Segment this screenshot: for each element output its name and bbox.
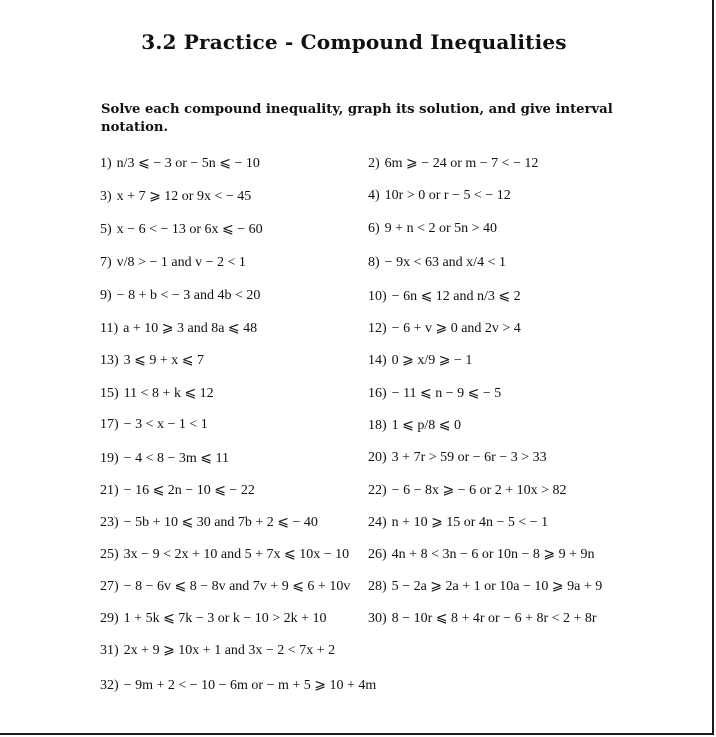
problem-number: 4) (368, 188, 380, 203)
problem-expression: n + 10 ⩾ 15 or 4n − 5 < − 1 (391, 515, 549, 530)
problem-expression: 0 ⩾ x/9 ⩾ − 1 (391, 353, 473, 368)
problem-number: 6) (368, 221, 380, 236)
problem-number: 21) (100, 483, 119, 498)
problem-28 (368, 578, 602, 595)
problem-expression: 6m ⩾ − 24 or m − 7 < − 12 (384, 156, 539, 171)
problem-18 (368, 417, 461, 434)
problem-expression: 3x − 9 < 2x + 10 and 5 + 7x ⩽ 10x − 10 (123, 547, 350, 562)
problem-21 (100, 482, 255, 499)
problem-expression: − 6 − 8x ⩾ − 6 or 2 + 10x > 82 (391, 483, 567, 498)
problem-expression: 1 ⩽ p/8 ⩽ 0 (391, 418, 462, 433)
problem-32 (100, 677, 376, 694)
problem-expression: − 6 + v ⩾ 0 and 2v > 4 (391, 321, 521, 336)
problem-number: 13) (100, 353, 119, 368)
problem-7 (100, 255, 246, 271)
problem-27 (100, 578, 350, 595)
problem-expression: 3 + 7r > 59 or − 6r − 3 > 33 (391, 450, 547, 465)
problem-number: 15) (100, 386, 119, 401)
problem-15 (100, 385, 214, 402)
problem-number: 28) (368, 579, 387, 594)
problem-expression: 5 − 2a ⩾ 2a + 1 or 10a − 10 ⩾ 9a + 9 (391, 579, 603, 594)
problem-expression: − 9m + 2 < − 10 − 6m or − m + 5 ⩾ 10 + 4m (123, 678, 377, 693)
problem-17 (100, 417, 208, 433)
problem-6 (368, 221, 497, 237)
problem-number: 30) (368, 611, 387, 626)
problem-25 (100, 546, 349, 563)
problem-expression: 10r > 0 or r − 5 < − 12 (384, 188, 511, 203)
problem-14 (368, 352, 472, 369)
instructions: Solve each compound inequality, graph its solution, and give interval notation. (101, 102, 613, 135)
problem-expression: v/8 > − 1 and v − 2 < 1 (116, 255, 246, 270)
problem-expression: 1 + 5k ⩽ 7k − 3 or k − 10 > 2k + 10 (123, 611, 327, 626)
problem-29 (100, 610, 327, 627)
problem-number: 29) (100, 611, 119, 626)
problem-26 (368, 546, 595, 563)
problem-24 (368, 514, 548, 531)
problem-number: 23) (100, 515, 119, 530)
problem-12 (368, 320, 521, 337)
problem-30 (368, 610, 597, 627)
problem-number: 25) (100, 547, 119, 562)
problem-number: 19) (100, 451, 119, 466)
problem-expression: − 11 ⩽ n − 9 ⩽ − 5 (391, 386, 502, 401)
problem-number: 10) (368, 289, 387, 304)
problem-expression: − 3 < x − 1 < 1 (123, 417, 208, 432)
problem-20 (368, 450, 547, 466)
problem-number: 32) (100, 678, 119, 693)
problem-number: 9) (100, 288, 112, 303)
problem-number: 16) (368, 386, 387, 401)
problem-number: 24) (368, 515, 387, 530)
problem-number: 11) (100, 321, 119, 336)
problem-expression: − 8 + b < − 3 and 4b < 20 (116, 288, 261, 303)
problem-10 (368, 288, 521, 305)
problem-2 (368, 155, 538, 172)
problem-number: 1) (100, 156, 112, 171)
problem-expression: 8 − 10r ⩽ 8 + 4r or − 6 + 8r < 2 + 8r (391, 611, 597, 626)
problem-expression: − 8 − 6v ⩽ 8 − 8v and 7v + 9 ⩽ 6 + 10v (123, 579, 351, 594)
problem-number: 14) (368, 353, 387, 368)
problem-9 (100, 288, 260, 304)
problem-number: 26) (368, 547, 387, 562)
problem-number: 22) (368, 483, 387, 498)
problem-number: 17) (100, 417, 119, 432)
problem-expression: − 5b + 10 ⩽ 30 and 7b + 2 ⩽ − 40 (123, 515, 318, 530)
problem-number: 12) (368, 321, 387, 336)
problem-number: 3) (100, 189, 112, 204)
problem-number: 7) (100, 255, 112, 270)
problem-31 (100, 642, 335, 659)
problem-expression: − 6n ⩽ 12 and n/3 ⩽ 2 (391, 289, 521, 304)
problem-expression: n/3 ⩽ − 3 or − 5n ⩽ − 10 (116, 156, 260, 171)
problem-expression: x + 7 ⩾ 12 or 9x < − 45 (116, 189, 252, 204)
problem-8 (368, 255, 506, 271)
problem-expression: 4n + 8 < 3n − 6 or 10n − 8 ⩾ 9 + 9n (391, 547, 595, 562)
problem-number: 18) (368, 418, 387, 433)
problem-number: 31) (100, 643, 119, 658)
problem-number: 5) (100, 222, 112, 237)
problem-3 (100, 188, 251, 205)
problem-19 (100, 450, 229, 467)
problem-expression: − 4 < 8 − 3m ⩽ 11 (123, 451, 229, 466)
problem-number: 20) (368, 450, 387, 465)
problem-expression: 2x + 9 ⩾ 10x + 1 and 3x − 2 < 7x + 2 (123, 643, 336, 658)
problem-1 (100, 155, 260, 172)
problem-number: 8) (368, 255, 380, 270)
problem-number: 27) (100, 579, 119, 594)
problem-expression: a + 10 ⩾ 3 and 8a ⩽ 48 (123, 321, 258, 336)
problem-expression: 9 + n < 2 or 5n > 40 (384, 221, 498, 236)
problem-number: 2) (368, 156, 380, 171)
problem-expression: − 16 ⩽ 2n − 10 ⩽ − 22 (123, 483, 255, 498)
problem-13 (100, 352, 204, 369)
problem-16 (368, 385, 501, 402)
page-title: 3.2 Practice - Compound Inequalities (141, 30, 567, 54)
problem-11 (100, 320, 257, 337)
problem-4 (368, 188, 511, 204)
problem-23 (100, 514, 318, 531)
problem-22 (368, 482, 567, 499)
problem-expression: − 9x < 63 and x/4 < 1 (384, 255, 506, 270)
problem-expression: x − 6 < − 13 or 6x ⩽ − 60 (116, 222, 263, 237)
problem-5 (100, 221, 263, 238)
problem-expression: 11 < 8 + k ⩽ 12 (123, 386, 214, 401)
problem-expression: 3 ⩽ 9 + x ⩽ 7 (123, 353, 205, 368)
